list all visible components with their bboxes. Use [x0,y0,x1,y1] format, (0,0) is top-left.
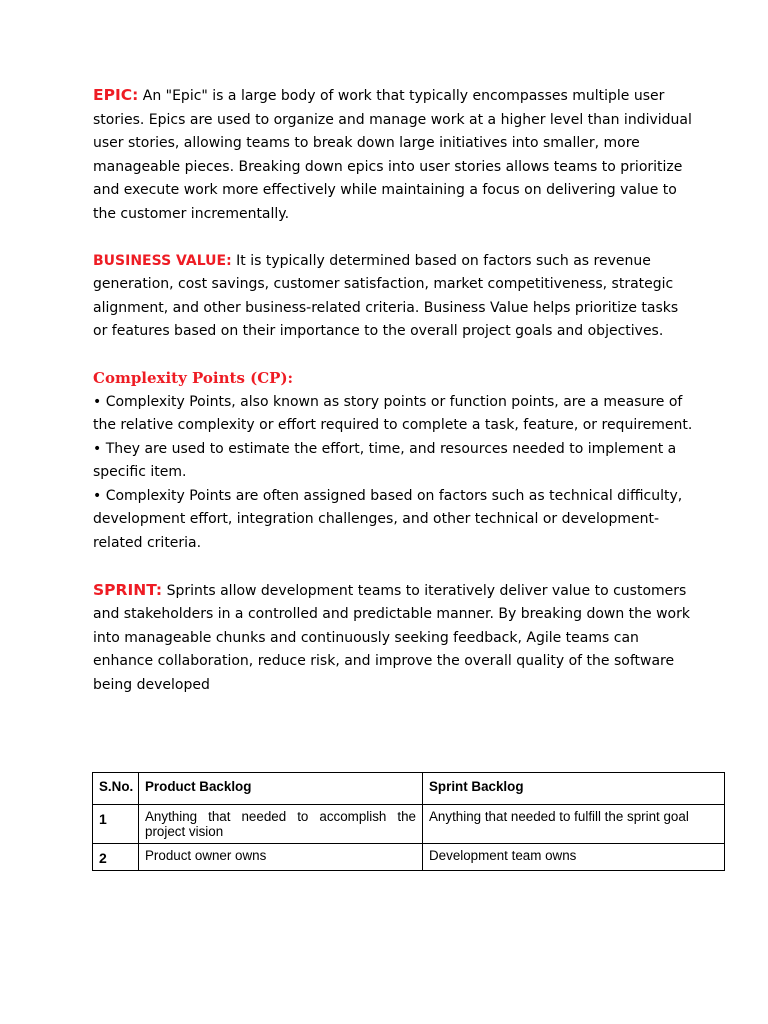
backlog-comparison-table [92,772,725,871]
product-backlog-cell: Anything that needed to accomplish the project vision [139,805,423,844]
complexity-bullet: • Complexity Points are often assigned based on factors such as technical difficulty, development effort, integration challenges, and other technical or development-related criteria. [93,487,683,551]
sprint-backlog-cell: Development team owns [423,844,725,871]
complexity-bullet: • Complexity Points, also known as story points or function points, are a measure of the relative complexity or effort required to complete a task, feature, or requirement. [93,393,693,433]
header-sprint-backlog: Sprint Backlog [423,773,725,805]
table-row [93,805,725,844]
row-number: 1 [93,805,139,844]
business-value-text: It is typically determined based on factors such as revenue generation, cost savings, customer satisfaction, market competitiveness, strategic alignment, and other business-related criteria. Business Value helps prioritize tasks or features based on their importance to the overall project goals and objectives. [93,252,679,339]
product-backlog-cell: Product owner owns [139,844,423,871]
complexity-bullet: • They are used to estimate the effort, time, and resources needed to implement a specific item. [93,440,677,480]
sprint-paragraph [93,579,693,698]
epic-term: EPIC: [93,86,139,104]
complexity-points-term: Complexity Points (CP): [93,369,294,387]
row-number: 2 [93,844,139,871]
table-row [93,844,725,871]
table-header-row [93,773,725,805]
header-product-backlog: Product Backlog [139,773,423,805]
sprint-text: Sprints allow development teams to iteratively deliver value to customers and stakeholders in a controlled and predictable manner. By breaking down the work into manageable chunks and continuously seeking feedback, Agile teams can enhance collaboration, reduce risk, and improve the overall quality of the software being developed [93,582,690,693]
complexity-points-paragraph [93,367,693,555]
epic-paragraph [93,84,693,226]
sprint-term: SPRINT: [93,580,163,599]
header-sno: S.No. [93,773,139,805]
sprint-backlog-cell: Anything that needed to fulfill the sprint goal [423,805,725,844]
document-body [93,84,693,697]
business-value-paragraph [93,250,693,344]
epic-text: An "Epic" is a large body of work that typically encompasses multiple user stories. Epics are used to organize and manage work at a higher level than individual user stories, allowing teams to break down large initiatives into smaller, more manageable pieces. Breaking down epics into user stories allows teams to prioritize and execute work more effectively while maintaining a focus on delivering value to the customer incrementally. [93,88,692,222]
business-value-term: BUSINESS VALUE: [93,252,232,269]
